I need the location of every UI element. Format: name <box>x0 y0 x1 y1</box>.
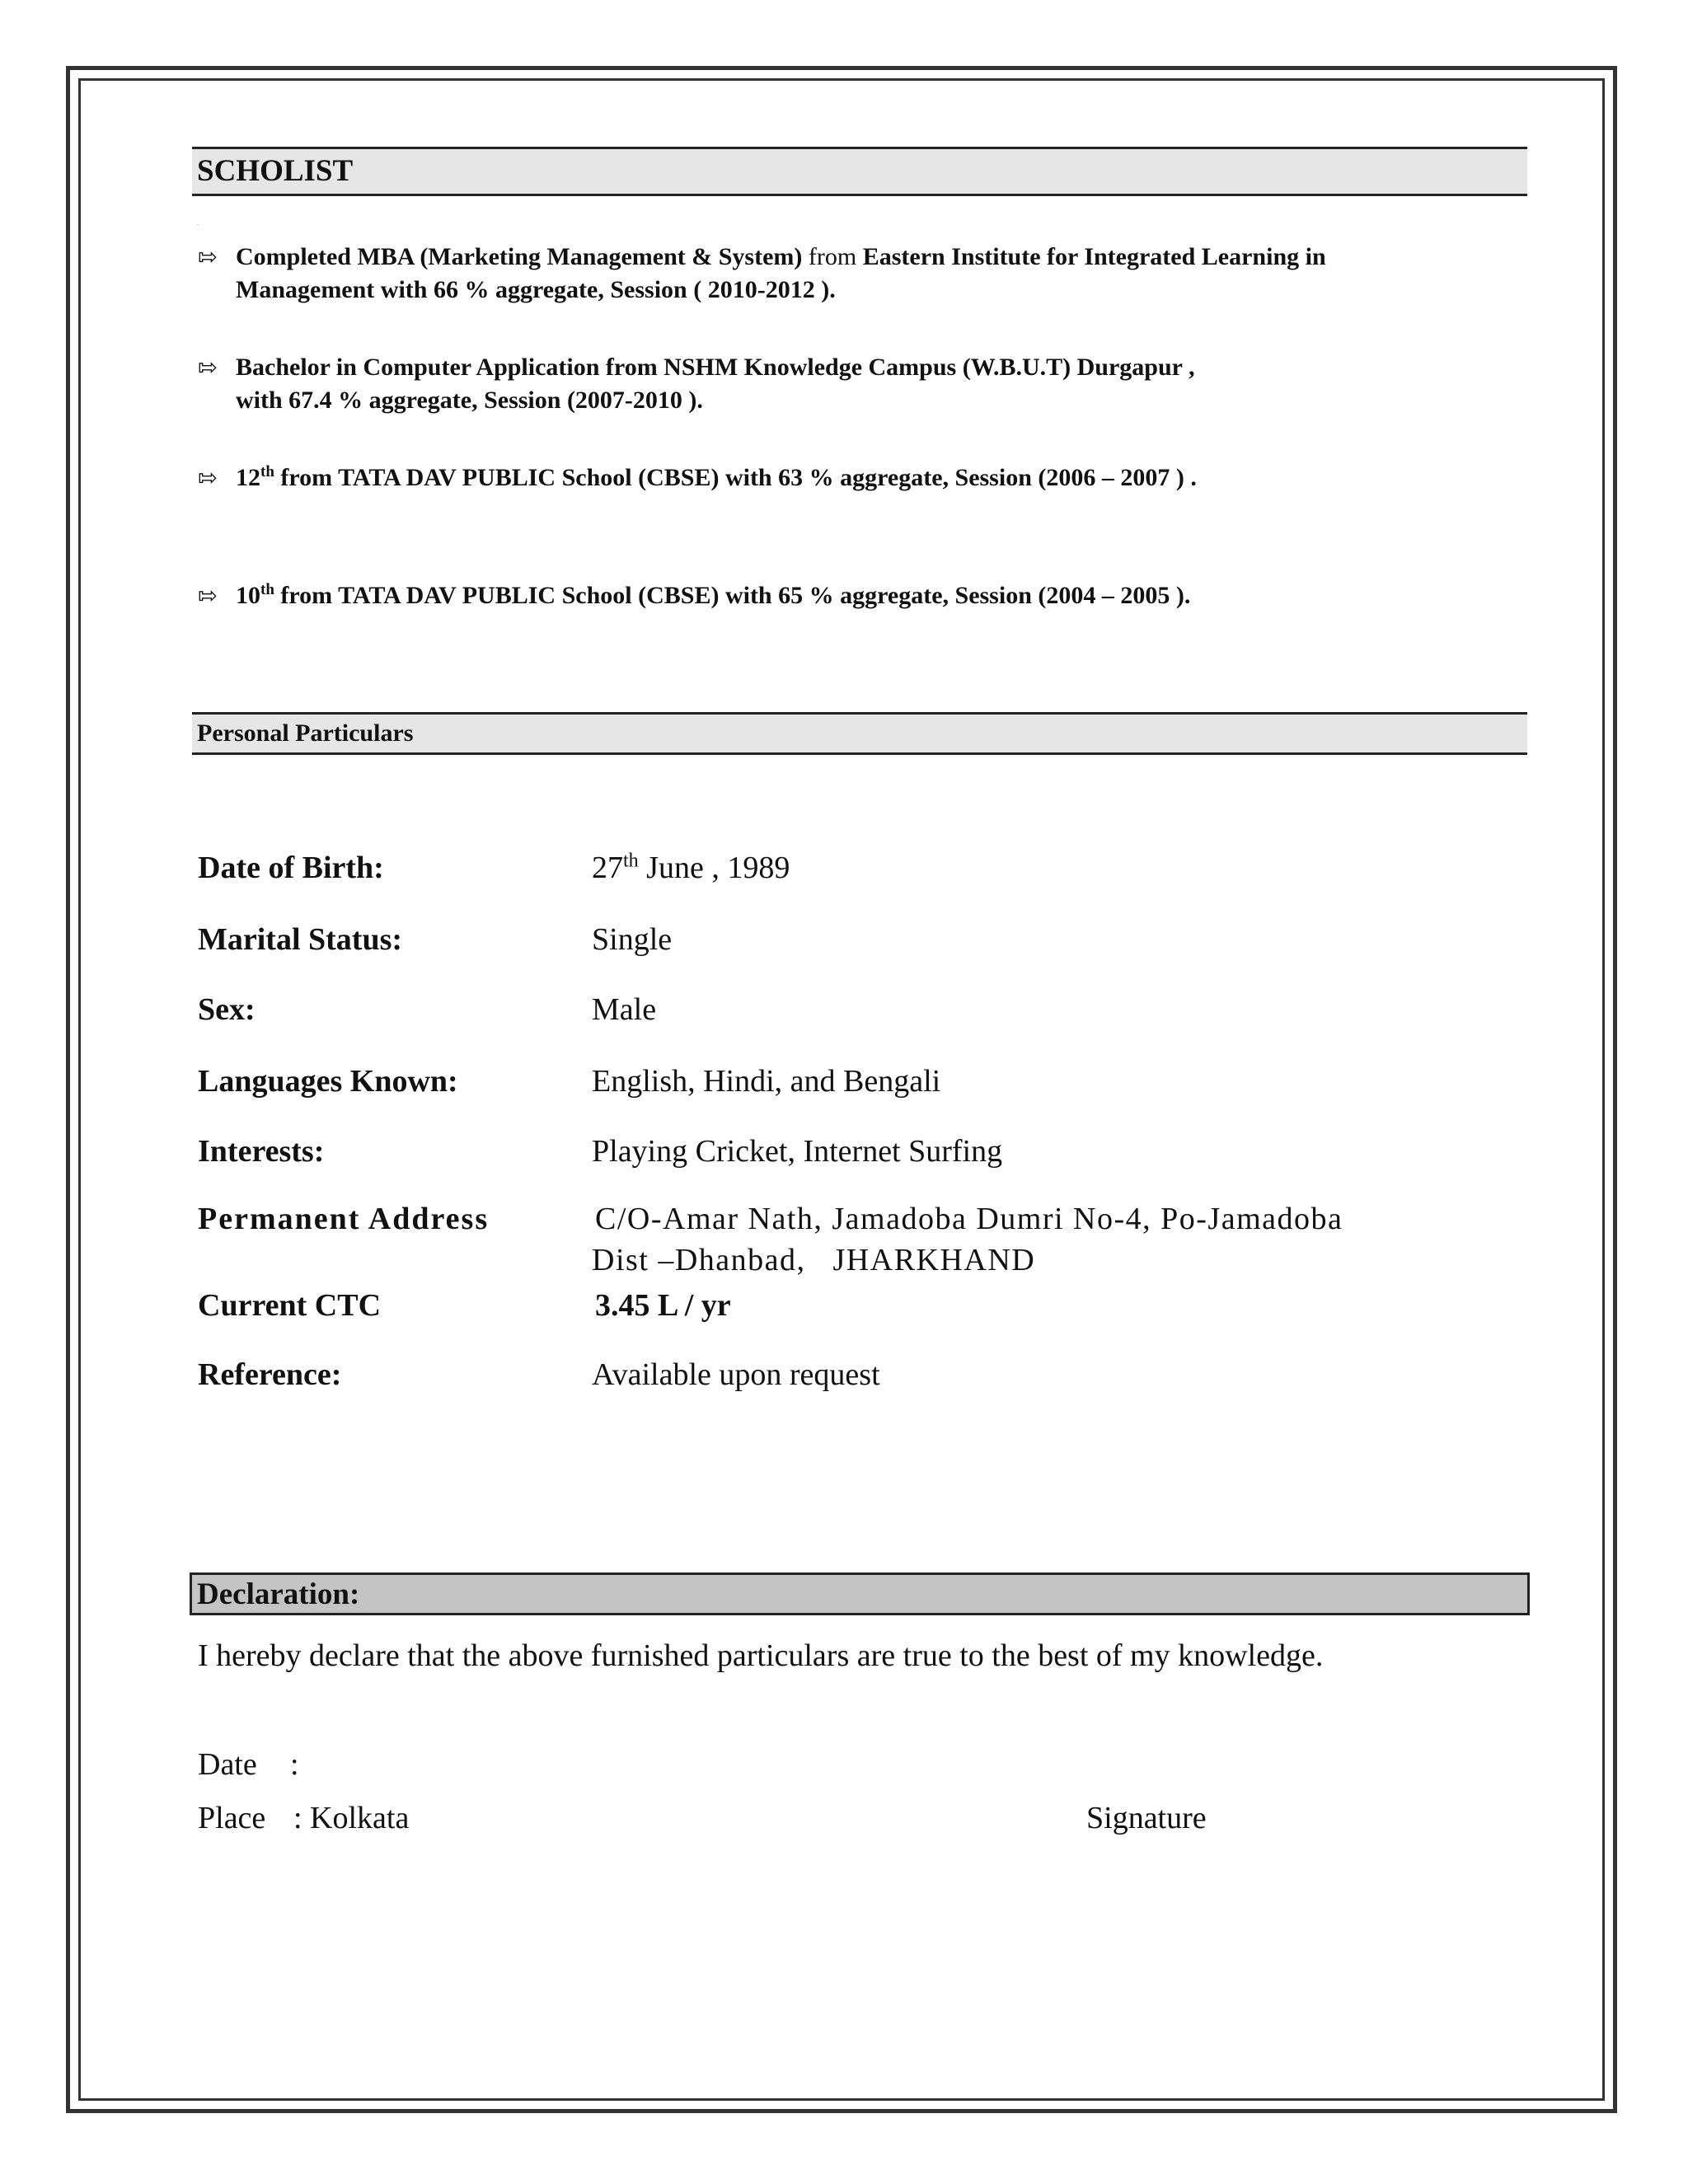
address-line1: C/O-Amar Nath, Jamadoba Dumri No-4, Po-Jamadoba <box>595 1202 1343 1236</box>
reference-label: Reference: <box>198 1357 342 1392</box>
languages-label: Languages Known: <box>198 1064 458 1099</box>
address-line2: Dist –Dhanbad, JHARKHAND <box>592 1243 1036 1277</box>
marital-value: Single <box>592 922 673 957</box>
edu-mba-part2: from <box>808 243 857 270</box>
interests-label: Interests: <box>198 1134 325 1169</box>
signature-label: Signature <box>1086 1801 1207 1835</box>
arrow-bullet-icon: ⇰ <box>198 582 218 609</box>
edu-mba-part3: Eastern Institute for Integrated Learning in <box>862 243 1326 270</box>
edu-mba-part1: Completed MBA (Marketing Management & System) <box>236 243 803 270</box>
edu-12-rest: from TATA DAV PUBLIC School (CBSE) with 63 % aggregate, Session (2006 – 2007 ) . <box>274 464 1197 491</box>
ctc-value: 3.45 L / yr <box>595 1288 731 1323</box>
languages-value: English, Hindi, and Bengali <box>592 1064 941 1099</box>
dob-sup: th <box>623 850 639 872</box>
section-header-personal: Personal Particulars <box>192 712 1527 755</box>
sex-label: Sex: <box>198 992 256 1027</box>
edu-bca-line2: with 67.4 % aggregate, Session (2007-2010 ). <box>236 387 703 414</box>
section-header-scholist: SCHOLIST <box>192 147 1527 196</box>
arrow-bullet-icon: ⇰ <box>198 354 218 381</box>
education-item-12th <box>198 462 1459 494</box>
reference-value: Available upon request <box>592 1357 880 1392</box>
arrow-bullet-icon: ⇰ <box>198 243 218 270</box>
declaration-text: I hereby declare that the above furnished particulars are true to the best of my knowledge. <box>198 1638 1324 1673</box>
edu-mba-line2: Management with 66 % aggregate, Session ( 2010-2012 ). <box>236 276 836 303</box>
dob-label: Date of Birth: <box>198 851 384 885</box>
education-item-bca <box>198 351 1459 417</box>
dob-day: 27 <box>592 851 623 885</box>
date-colon: : <box>290 1747 299 1782</box>
education-item-mba <box>198 241 1459 307</box>
sex-value: Male <box>592 992 657 1027</box>
place-label: Place <box>198 1801 266 1835</box>
edu-10-rest: from TATA DAV PUBLIC School (CBSE) with 65 % aggregate, Session (2004 – 2005 ). <box>274 582 1191 609</box>
place-value: : Kolkata <box>293 1801 410 1835</box>
interests-value: Playing Cricket, Internet Surfing <box>592 1134 1003 1169</box>
date-label: Date <box>198 1747 257 1782</box>
dob-rest: June , 1989 <box>638 851 790 885</box>
edu-10-grade: 10 <box>236 582 260 609</box>
arrow-bullet-icon: ⇰ <box>198 464 218 491</box>
education-item-10th <box>198 579 1459 612</box>
edu-10-sup: th <box>260 581 274 598</box>
edu-12-sup: th <box>260 463 274 480</box>
stray-mark: · <box>196 218 199 230</box>
ctc-label: Current CTC <box>198 1288 382 1323</box>
address-label: Permanent Address <box>198 1202 490 1236</box>
section-header-declaration: Declaration: <box>190 1572 1530 1615</box>
dob-value <box>592 849 790 887</box>
edu-12-grade: 12 <box>236 464 260 491</box>
marital-label: Marital Status: <box>198 922 403 957</box>
edu-bca-line1: Bachelor in Computer Application from NSHM Knowledge Campus (W.B.U.T) Durgapur , <box>236 354 1195 381</box>
